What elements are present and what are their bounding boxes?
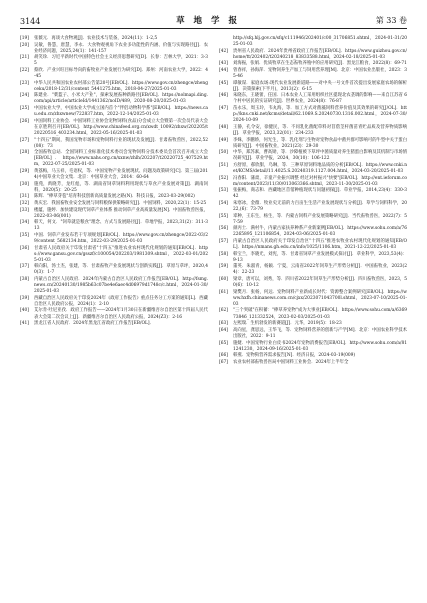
reference-number: [25] (20, 106, 29, 112)
reference-number: [26] (20, 118, 29, 124)
reference-number: [27] (20, 137, 29, 143)
reference-item (20, 308, 208, 320)
reference-item (219, 360, 407, 366)
page-number: 3144 (20, 17, 41, 26)
reference-number: [57] (219, 239, 228, 244)
reference-text: 朱寒冰，金薇．牧业史无前的力百亩生生活产业发展现状与分析[J]．草学与饲料科学，2022,(6)：73-79 (233, 200, 407, 212)
reference-item (20, 296, 208, 308)
reference-text: 施婕．中国宠物行业白皮书2024年宠物消费报告[EB/OL]．http://www.sohu.com/a/811241230，2024-09-16/2025-01-03 (233, 340, 407, 352)
reference-number: [45] (219, 80, 228, 86)
references-right-column (219, 36, 407, 366)
reference-number: [59] (219, 264, 228, 270)
reference-number: [40] (20, 308, 29, 314)
reference-text: 西藏自治区人民政府关于印发2024年《政府工作报告》重点任务分工方案的通知[L]．西藏自治区人民政府公报，2024(1)：2-10 (34, 295, 208, 307)
reference-number: [31] (20, 194, 29, 200)
reference-text: 中华人民共和国农业农村部公告第20号[EB/OL]．https://www.gov.cn/zhengce/zhengceku/2018-12/31/content_5441275.htm，2018-04-27/2025-01-03 (34, 80, 208, 92)
reference-item (20, 106, 208, 118)
reference-text: 艾尔肯·吐尼亚孜．政府工作报告——2024年1月30日在新疆维吾尔自治区第十四届人民代表大会第二次会议上[J]．新疆维吾尔自治区人民政府公报，2024(Z3)：2-16 (34, 308, 208, 320)
reference-number: [50] (219, 150, 228, 156)
reference-text: 甘肃省人民政府关于印发甘肃省"十四五"推进农业农村现代化规划的通知[EB/OL]．https://www.gansu.gov.cn/gsszf/c100054/202203/1981309.shtml，2022-03-01/2025-01-03 (34, 245, 208, 263)
reference-number: [44] (219, 68, 228, 74)
reference-number: [22] (20, 68, 29, 74)
reference-item (219, 188, 407, 200)
reference-item (219, 226, 407, 238)
reference-text: 胡笑珍．习近平新时代中国特色社会主义经济思想研究[D]．长春：吉林大学，2021：3-35 (34, 55, 208, 67)
reference-item (219, 176, 407, 188)
reference-item (219, 239, 407, 251)
reference-item (20, 81, 208, 93)
reference-text: 施苑，禹晓芳，龙红彪，等．湖南省饲草饲料利用现状与草食产业发展对策[J]．湖南饲料，2020(5)：20-25 (34, 181, 208, 193)
reference-item (219, 321, 407, 327)
reference-item (219, 68, 407, 80)
reference-number: [46] (219, 93, 228, 99)
reference-text: 楼蕴，施婷．加快建设现代饲草产业体系 推动饲草产业高质量发展[N]．中国畜牧兽医报，2022-03-06(001) (34, 207, 208, 219)
reference-item (20, 220, 208, 232)
reference-item (20, 321, 208, 327)
reference-item (219, 328, 407, 340)
header-rule (20, 28, 407, 29)
reference-number: [34] (20, 220, 29, 226)
reference-text: 黑龙江省人民政府．2024年黑龙江省政府工作报告[EB/OL]． (34, 321, 154, 327)
reference-text: 韩向阳，汤士杰，张建，等．甘肃畜牧产业发展现状与创新实践[J]．草原与草坪，2020,40(3)：1-7 (34, 264, 208, 276)
reference-item (20, 264, 208, 276)
reference-text: 梁樊月．张杨，何远．宠物饲料产业新成长时代：资源整合案例研究[EB/OL]．https://www.hxfh.chinanews.com.cn/cjxx/2023071043700l.shtml，2023-07-10/2025-01-03 (233, 289, 407, 307)
reference-item (20, 194, 208, 200)
reference-number: [55] (219, 213, 228, 219)
reference-number: [49] (219, 137, 228, 143)
reference-text: 韩天，何文．"饲草就是粮食"理念、方式与发展路径[J]．草地学报，2023,31(2)：311-313 (34, 220, 208, 232)
reference-text: 谭敏谋．家庭农场:现代农业发展新道路——对中央一号文件首次提出发展家庭农场的解析[J]．决策探索(下半月)，2013(2)：6-15 (233, 80, 407, 92)
reference-number: [36] (20, 245, 29, 251)
reference-item (219, 341, 407, 353)
reference-text: 左熙瑞．生机勃发的新赛道[J]．元华，2019(5)：18-23 (233, 321, 342, 327)
reference-number: [38] (20, 277, 29, 283)
reference-text: 全国畜牧总站．全国饲料工业标准化技术委员会宠物饲料分技术委员会首次召开成立大会[EB/OL]．https://www.nahs.org.cn/xxnw/zhlh/202207/t20220725_407529.htm，2022-07-25/2025-01-03 (34, 150, 208, 168)
reference-number: [65] (219, 340, 228, 346)
reference-text: 方舒原，郝欣甜，乌琳，等．三种草原饲料地品质的分析[EB/OL]．https://www.cnki.net/KCMS/detail/11.4025.S.20240319.1127.004.html，2024-03-20/2025-01-03 (233, 162, 407, 174)
reference-text: 张振梅，商志和．西藏地区苜蓿种植现状与问题初探[J]．草业学报，2014,23(4)：330-342 (233, 188, 407, 200)
reference-text: 蔡欣．产业兴旺目标导向的畜牧业产业发展行为研究[D]．郑州：河南农业大学，2022：4-45 (34, 68, 208, 80)
references-left-column (20, 36, 208, 328)
reference-text: 梁章，唐可以，刘秀，等．四川省2022年饲草生产形势分析[J]．四川畜牧兽医，2023，50(6)：10-12 (233, 277, 407, 289)
reference-item (219, 125, 407, 137)
reference-item (219, 138, 407, 150)
reference-number: [33] (20, 207, 29, 213)
reference-text: 中国农业大学，中国农业大学成立国内首个"伴侣动物科学系"[EB/OL]．https://news.cau.edu.cn/zhxwnew/722837.htm，2022-12-14/2025-01-03 (34, 106, 208, 118)
reference-text: 内蒙古自治区人民政府关于印发自治区"十四五"推进农牧业农村现代化规划的通知[EB/OL]．https://nmans.gh.edu.cn/info/1025/1106.htm，2021-12-22/2025-01-03 (233, 239, 407, 251)
reference-item (219, 264, 407, 276)
reference-text: 黄庆宏．我国畜牧业安全发展与饲料粮保供策略研究[J]．中国饲料，2020,22(1)：15-25 (34, 200, 207, 206)
reference-item (219, 61, 407, 67)
reference-item (219, 277, 407, 289)
reference-text: "三个突破"在积蓄："棒草养宠物"成为大事业[EB/OL]．https://www.sohu.com/a/636973846_121332524，2023-02-03/2025-01-03 (233, 308, 407, 320)
reference-text: 刘海振，张娟．优质牧草在生态畜牧养殖中的应用研究[J]．黑龙江粮食，2022(8)：69-71 (233, 61, 407, 67)
reference-text: 陈辉．"棒草芽苞"培育科技创新高质量发展之路(N)．科技日报，2023-03-29(002) (34, 194, 195, 200)
reference-number: [37] (20, 264, 29, 270)
reference-item (20, 138, 208, 150)
reference-item (20, 119, 208, 137)
reference-item (219, 308, 407, 320)
reference-text: 颜丙士．满村牛，内蒙古家扶养种系产业新案例[EB/OL]．https://www.sohu.com/a/762265895_121106854，2024-03-06/2025-01-03 (233, 226, 407, 238)
reference-text: 农业农村部畜牧兽医局中国饲料工业协会．2024年上半年全 (233, 359, 349, 365)
reference-text: 高向星，龚思远，王华飞，等．宠物饲料营养的创新与产学[M]．北京：中国农业科学技术出版社，2022：9-11 (233, 327, 407, 339)
reference-number: [48] (219, 124, 228, 130)
reference-number: [52] (219, 175, 228, 181)
reference-text: 内蒙古自治区人民政府．2024年内蒙古自治区人民政府工作报告[EB/OL]．http://fsmg.news.cn/20240130/1985b63c07be4e6aec4d06979d1748c/c.html，2024-01-30/2025-01-03 (34, 277, 208, 295)
reference-text: 韩燕．宠物狗营养需求报告[N]．经济日报，2024-03-19(009) (233, 353, 356, 359)
reference-number: [30] (20, 181, 29, 187)
reference-number: [51] (219, 162, 228, 168)
reference-text: 曾春祥，孙海萍．宠物饲养生产加工与饲用营养理[M]．北京：中国农业出版社，2023：35-46 (233, 68, 407, 80)
reference-text: 冯春阳．蒲肃，辛童产业振兴调整 经过对村振兴"快要"[EB/OL]．http://ent.ieforum.com/content/2023/11/30/013063366.shtml，2023-11-30/2025-01-03 (233, 175, 407, 187)
reference-item (219, 163, 407, 175)
reference-number: [32] (20, 200, 29, 206)
reference-text: 辜种，王东生，杨生，等．内蒙古饲料产业发展策略研究[J]．当代畜牧兽医，2022(7)：57-59 (233, 213, 407, 225)
reference-number (219, 36, 233, 48)
reference-number: [21] (20, 55, 29, 61)
reference-number: [66] (219, 353, 228, 359)
reference-item (20, 201, 208, 207)
reference-number: [24] (20, 93, 29, 99)
reference-item (219, 214, 407, 226)
reference-text: 董英．朱淑青，杨颖．宁夏，云南省2022年饲草生产形势分析[J]．中国畜牧业，2023(24)：22-23 (233, 264, 407, 276)
reference-number: [58] (219, 251, 228, 257)
reference-number: [35] (20, 232, 29, 238)
reference-number: [47] (219, 106, 228, 112)
reference-number: [23] (20, 80, 29, 86)
reference-number: [41] (20, 321, 29, 327)
reference-item (20, 150, 208, 168)
reference-item (219, 252, 407, 264)
reference-number: [29] (20, 168, 29, 174)
reference-number: [63] (219, 321, 228, 327)
reference-item (219, 150, 407, 162)
reference-number: [62] (219, 308, 228, 314)
reference-number: [60] (219, 277, 228, 283)
reference-text: 中国．饲草产业发布若干专项规划[EB/OL]．https://www.gov.cn/zhengce/2022-03/29/content_5682134.htm，2022-03-29/2025-01-03 (34, 232, 208, 244)
reference-text: 王静，孔令安，徐健民，等．不同乳化菌配草料对苜蓿茎杆菌苗青贮品质及营养物质影响[J]．草业学报，2023,32(01)：234-233 (233, 124, 407, 136)
reference-number: [20] (20, 42, 29, 48)
reference-item (219, 201, 407, 213)
reference-number: [56] (219, 226, 228, 232)
reference-number: [28] (20, 150, 29, 156)
journal-title: 草 地 学 报 (176, 16, 240, 26)
reference-text: 吴敏，鲁慧，唐慧，李永．大食物观视角下农业多功能性的内涵、价值与实现路径[J]．农业经济问题，2025,24(1)：141-157 (34, 42, 208, 54)
reference-item (20, 208, 208, 220)
reference-item (20, 43, 208, 55)
reference-item (219, 49, 407, 61)
reference-text: 陈建业．"菜篮子、小米大产业"，探索发展畜种新路径[EB/OL]．https://nolmapi.ding.com/api/article/articleId/1441362/noID/489，2020-08-20/2025-01-03 (34, 93, 208, 105)
reference-text: http://sfq.hlj.gov.cn/sfq/c111946/202401/c00_31706851.shtml，2024-01-31/2025-01-03 (233, 36, 407, 48)
volume-label: 第 33 卷 (375, 16, 407, 25)
reference-item (219, 81, 407, 93)
reference-text: 中国饲料工业协会．中国饲料工业协会宠物饲料(食品)分会成立大会暨第一次会员代表大会在京胜利召开[EB/OL]．http://www.chinafeed.org.cn/xwdt_10092/zhxw/202205/t20220516_403234.html，2022-05-16/2025-01-03 (34, 118, 208, 136)
reference-item (20, 233, 208, 245)
reference-text: 黄荔梅，马玉祥，毛语权，等．中国宠物产业发展现状、问题及政策研究[C]．第三届(2014)中国草业大会文集．北京：中国草业大会，2014：60-64 (34, 168, 208, 180)
reference-number: [43] (219, 61, 228, 67)
reference-item (20, 93, 208, 105)
reference-text: "十四五"期间，我国宠物市场和宠物饲料行业的现状及发展[J]．甘肃畜牧兽医，2022,52(08)：73 (34, 137, 208, 149)
reference-item (20, 68, 208, 80)
reference-item (20, 36, 208, 42)
reference-text: 张薇元．再谈大食物观[J]．农业技术与装备，2024(11)：1-2,5 (34, 36, 158, 41)
reference-text: 中华，郑苏素，曹高勋，等．沙障植被下草坪中菌质量对养生猪蛋白影响及其机制与市场情况研究[J]．草业学报，2024，30(10)：106-122 (233, 150, 407, 162)
running-header (20, 10, 407, 26)
reference-number: [19] (20, 36, 29, 41)
reference-number: [64] (219, 327, 228, 333)
reference-item (20, 182, 208, 194)
reference-text: 苗永乐，周玉玲，韦丸海，等．加工方式对菌藻饲料营养价值及其效果的研究[J/OL]．http://kns.cnki.net/kcms/detail/62.1069.S.20240730.1316.002.html，2024-07-30/2024-10-09 (233, 106, 407, 124)
reference-item (219, 353, 407, 359)
reference-item (219, 93, 407, 105)
reference-text: 朱晓东，王晓蕾，任国．日本农业人工采用组织社区提现北农垄调的影响——来自江苏省 6 个村中居民的实证研究[J]．世界农业，2024(8)：76-87 (233, 93, 407, 105)
reference-item (219, 106, 407, 124)
reference-text: 韩宝兰，李晓光，刘宪，等．甘肃省饲草产业发展模式探讨[J]．草业科学，2023,53(4)：9-13 (233, 251, 407, 263)
reference-number: [42] (219, 48, 228, 54)
reference-text: 贵州省人民政府．2024年贵州省政府工作报告[EB/OL]．https://www.guizhou.gov.cn/home/tt/202402/t20240218_83833588.html，2024-02-18/2025-01-03 (233, 48, 407, 60)
reference-number: [53] (219, 188, 228, 194)
reference-item (20, 277, 208, 295)
reference-number: [39] (20, 295, 29, 301)
reference-item (219, 290, 407, 308)
reference-number: [61] (219, 289, 228, 295)
reference-item (20, 246, 208, 264)
reference-number: [67] (219, 359, 228, 365)
reference-number: [54] (219, 200, 228, 206)
reference-text: 李姝，李鹏娇，何光生，等．乳化剂与生物对宠物食品中菌共群可影响可的牛型中关于蛋白质研究[J]．中国畜牧业，2021(23)：29-30 (233, 137, 407, 149)
reference-item (20, 169, 208, 181)
reference-item (20, 55, 208, 67)
reference-item (219, 36, 407, 48)
